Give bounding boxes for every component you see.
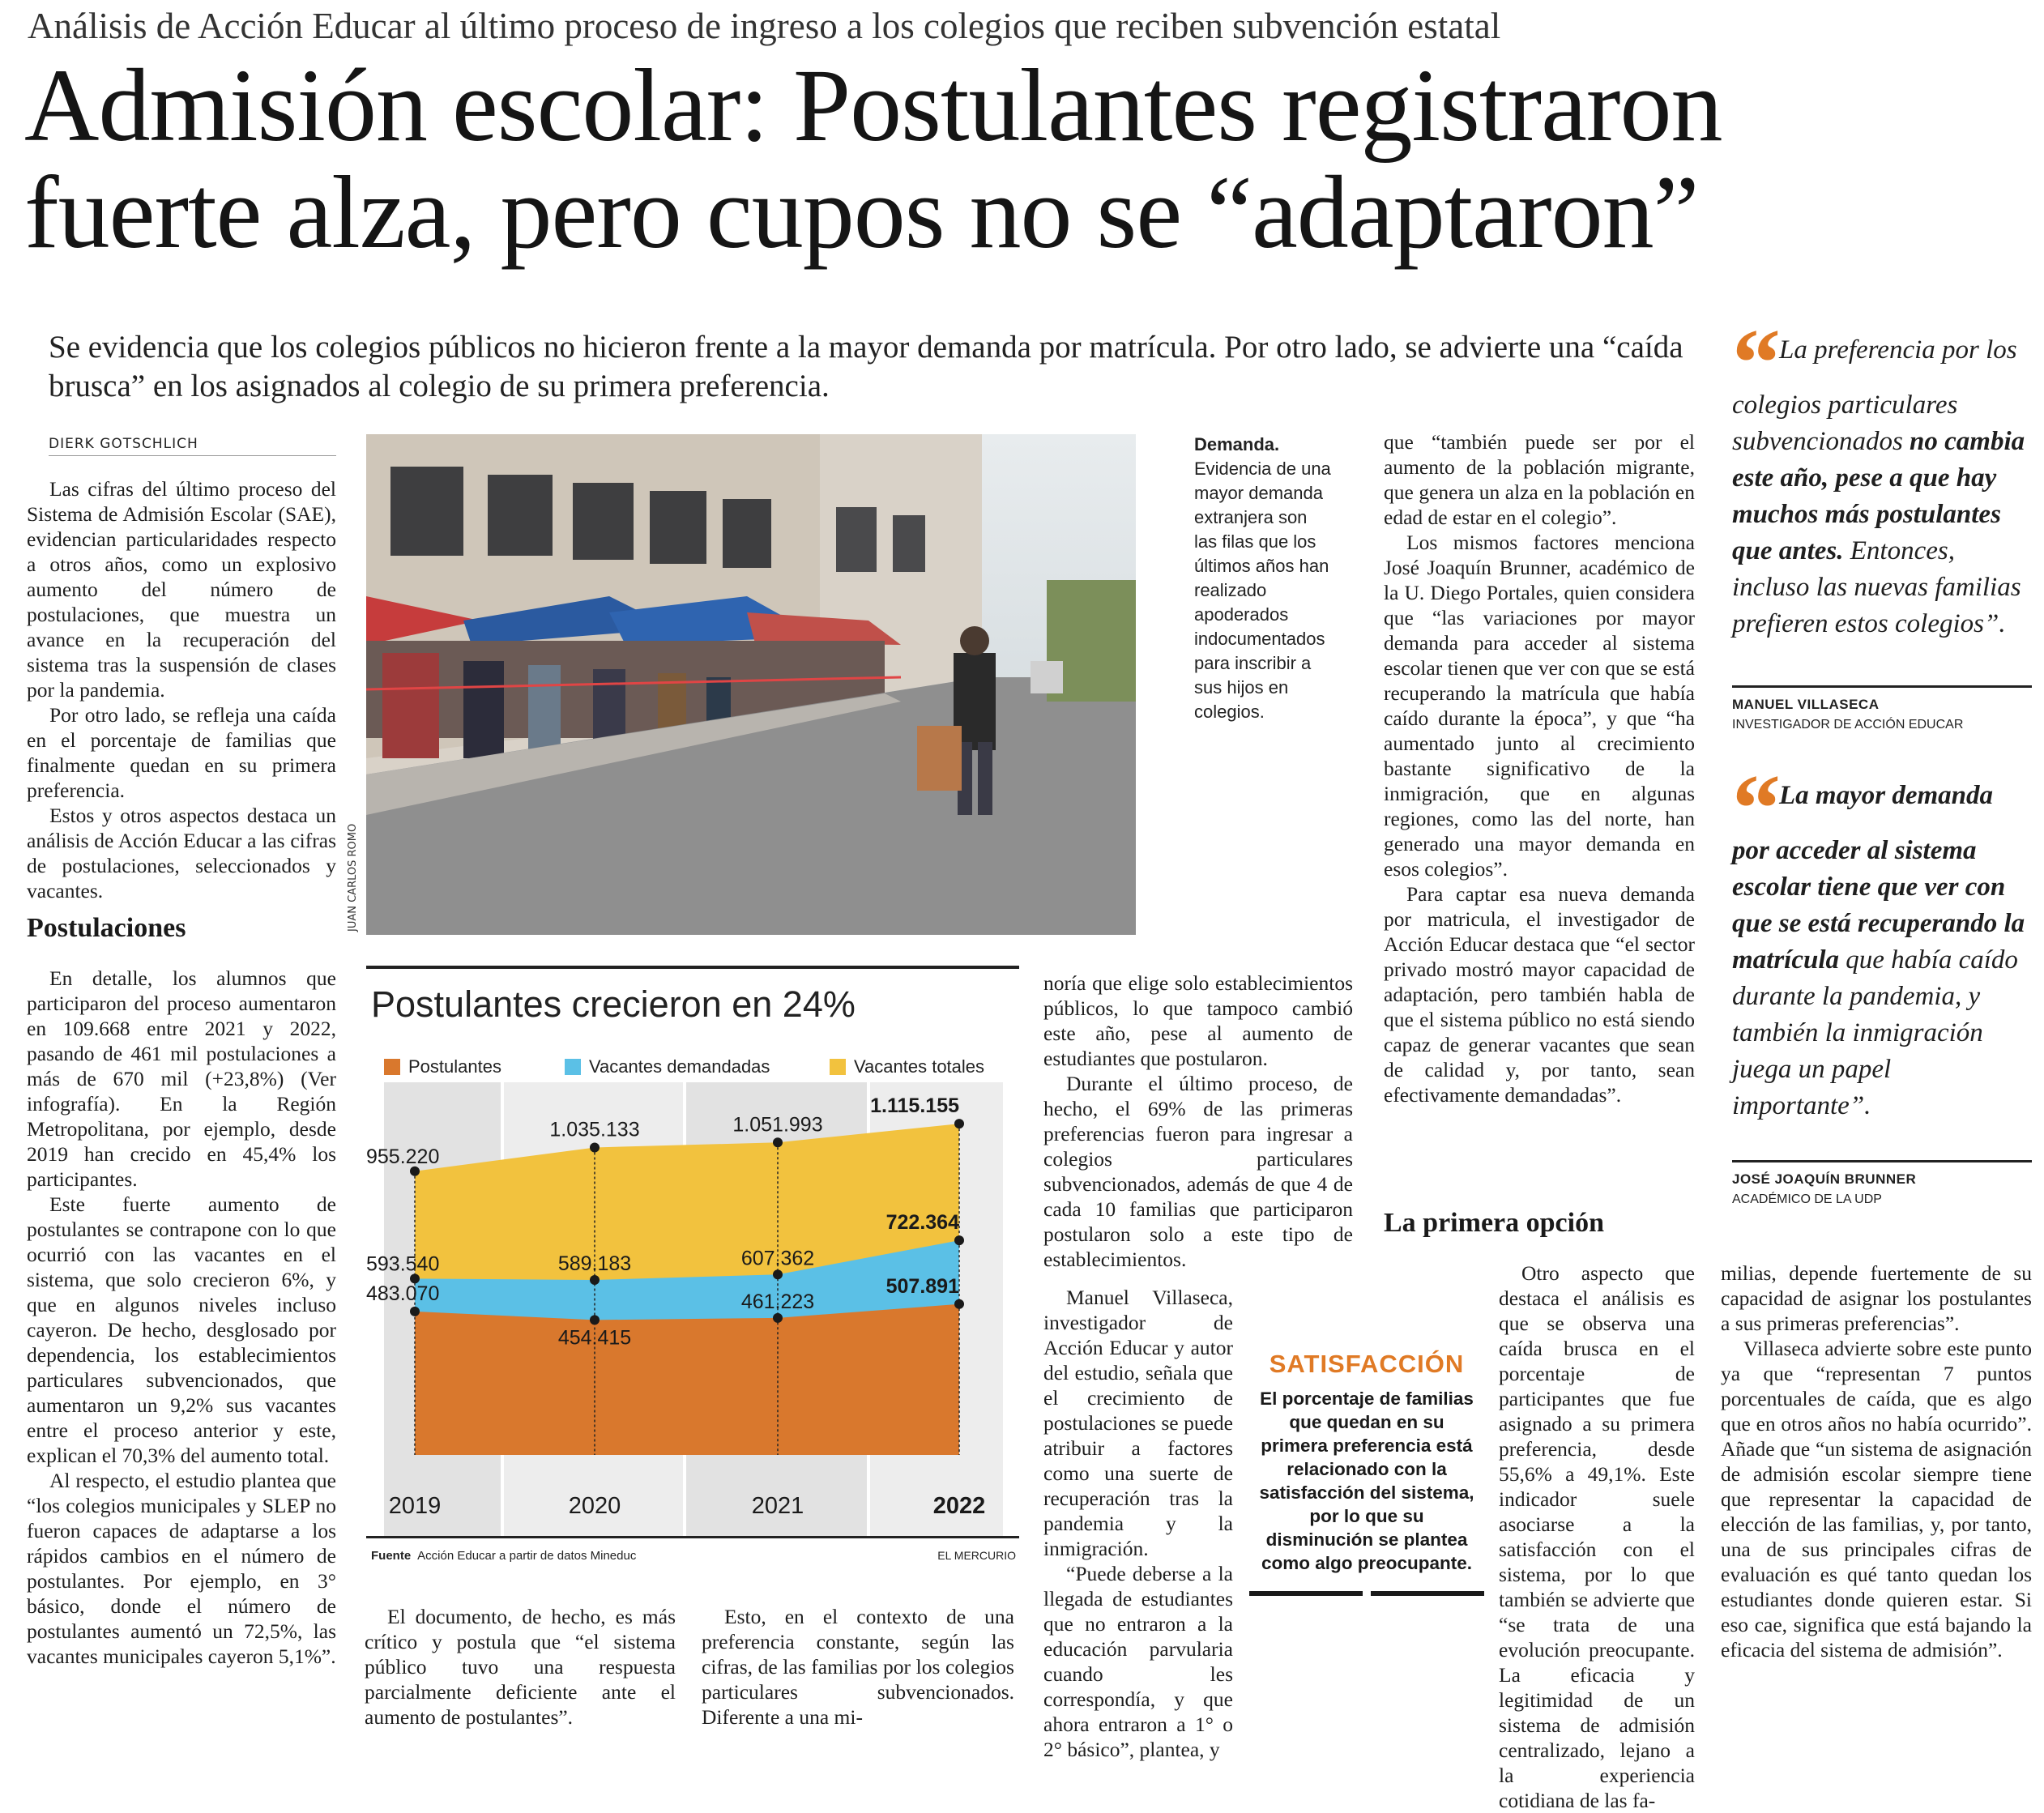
headline-line-2: fuerte alza, pero cupos no se “adaptaron” [24,155,1699,270]
dek: Se evidencia que los colegios públicos no hicieron frente a la mayor demanda por matrícula. Por otro lado, se advierte una “caída brusca” en los asignados al colegio de su primera preferencia. [49,330,1683,403]
paragraph: Estos y otros aspectos destaca un análisis de Acción Educar a las cifras de postulaciones, seleccionados y vacantes. [27,804,336,902]
kicker: Análisis de Acción Educar al último proceso de ingreso a los colegios que reciben subvención estatal [28,6,1501,46]
chart-bottom-rule [366,1536,1019,1538]
x-tick-label: 2019 [388,1493,442,1519]
quote-text: que había caído durante la pandemia, y también la inmigración juega un papel importante”. [1732,945,2018,1120]
quote-mark-icon: “ [1732,754,1773,862]
box-rule [1371,1591,1484,1596]
data-point [954,1299,964,1309]
quote-emphasis: La mayor demanda por acceder al sistema escolar tiene que ver con que se está recuperando la matrícula [1732,781,2025,975]
paragraph: Al respecto, el estudio plantea que “los colegios municipales y SLEP no fueron capaces de adaptarse a los rápidos cambios en el número de postulantes. Por ejemplo, en 3° básico, donde el número de postulantes aumentó un 72,5%, las vacantes municipales cayeron 5,1%”. [27,1469,336,1668]
satisfaction-title: SATISFACCIÓN [1269,1350,1465,1378]
chart-title: Postulantes crecieron en 24% [371,983,856,1025]
x-tick-label: 2022 [932,1493,986,1519]
data-point [773,1137,783,1147]
value-label: 607.362 [740,1247,815,1270]
data-point [590,1142,600,1152]
column-5 [1384,429,1695,1107]
legend-vacantes-totales [830,1056,984,1077]
value-label: 593.540 [366,1252,440,1276]
column-3 [702,1604,1014,1730]
legend-swatch [565,1059,581,1075]
headline [24,48,2025,270]
chart-plot [366,1082,1019,1536]
data-point [773,1313,783,1323]
photo-credit: JUAN CARLOS ROMO [347,823,359,932]
column-1-continued [27,966,336,1669]
legend-label: Postulantes [408,1056,501,1077]
photo-caption [1194,433,1332,724]
paragraph: Las cifras del último proceso del Sistema de Admisión Escolar (SAE), evidencian particularidades respecto a otros años, como un explosivo aumento del número de postulaciones, que muestra un avance en la recuperación del sistema tras la suspensión de clases por la pandemia. [27,477,336,702]
legend-swatch [384,1059,400,1075]
byline-rule [49,455,336,456]
value-label: 461.223 [740,1290,815,1313]
quote-mark-icon: “ [1732,309,1773,416]
legend-postulantes [384,1056,501,1077]
chart-source [371,1549,636,1563]
paragraph: milias, depende fuertemente de su capacidad de asignar los postulantes a sus primeras preferencias”. [1721,1261,2032,1335]
quote-rule [1732,1160,2032,1162]
data-point [590,1275,600,1285]
quote-text: La preferencia por los colegios particulares subvencionados [1732,335,2017,456]
quote-author: MANUEL VILLASECA [1732,697,1880,712]
column-6 [1721,1261,2032,1662]
legend-vacantes-demandadas [565,1056,770,1077]
paragraph: Para captar esa nueva demanda por matricula, el investigador de Acción Educar destaca que “el sector privado mostró mayor capacidad de adaptación, pero también habla de que el sistema público no está siendo capaz de generar vacantes que sean de calidad y, por tanto, sean efectivamente demandadas”. [1384,882,1695,1107]
box-rule [1249,1591,1363,1596]
quote-rule [1732,685,2032,688]
photo-illustration [366,434,1136,935]
quote-brunner [1732,754,2032,1124]
street-photo [366,434,1136,935]
caption-text: Evidencia de una mayor demanda extranjera son las filas que los últimos años han realizado apoderados indocumentados para inscribir a sus hijos en colegios. [1194,459,1331,722]
x-tick-label: 2020 [568,1493,621,1519]
satisfaction-text: El porcentaje de familias que quedan en su primera preferencia está relacionado con la satisfacción del sistema, por lo que su disminución se plantea como algo preocupante. [1259,1389,1474,1573]
infographic-chart [366,966,1019,1575]
paragraph: noría que elige solo establecimientos públicos, lo que tampoco cambió este año, pese al aumento de estudiantes que postularon. [1043,971,1353,1070]
data-point [954,1119,964,1128]
value-label: 1.051.993 [732,1113,823,1137]
column-4-narrow [1043,1285,1233,1762]
source-text: Acción Educar a partir de datos Mineduc [417,1549,637,1563]
data-point [410,1307,420,1316]
area-postulantes [415,1304,959,1455]
data-point [954,1235,964,1245]
value-label: 1.035.133 [549,1118,640,1141]
paragraph: Villaseca advierte sobre este punto ya que “representan 7 puntos porcentuales de caída, que es algo que en otros años no había ocurrido”. Añade que “un sistema de asignación de admisión escolar siempre tiene que representar la capacidad de elección de las familias, y, por tanto, una de sus principales cifras de evaluación es qué tanto quedan los estudiantes donde quieren estar. Si eso cae, significa que está bajando la eficacia del sistema de admisión”. [1721,1337,2032,1662]
quote-emphasis: no cambia este año, pese a que hay muchos más postulantes que antes. [1732,427,2025,565]
value-label: 507.891 [885,1274,959,1298]
source-label: Fuente [371,1549,412,1563]
legend-swatch [830,1059,846,1075]
paragraph: Los mismos factores menciona José Joaquín Brunner, académico de la U. Diego Portales, quien considera que “las variaciones por mayor demanda para acceder al sistema escolar tienen que ver con que se está recuperando la matrícula que había caído durante la época”, y que “ha aumentado junto al crecimiento bastante significativo de la inmigración, que en algunas regiones, como las del norte, han generado una mayor demanda en esos colegios”. [1384,531,1695,881]
quote-author-role: INVESTIGADOR DE ACCIÓN EDUCAR [1732,718,1964,732]
value-label: 955.220 [366,1145,440,1168]
value-label: 454.415 [557,1326,632,1350]
chart-brand: EL MERCURIO [937,1549,1016,1562]
data-point [773,1269,783,1279]
data-point [590,1315,600,1325]
paragraph: El documento, de hecho, es más crítico y postula que “el sistema público tuvo una respuesta parcialmente deficiente ante el aumento de postulantes”. [365,1605,676,1729]
paragraph: Este fuerte aumento de postulantes se contrapone con lo que ocurrió con las vacantes en el sistema, que solo crecieron 6%, y que en algunos niveles incluso cayeron. De hecho, desglosado por dependencia, los establecimientos particulares subvencionados, que aumentaron un 9,2% sus vacantes entre el proceso anterior y este, explican el 70,3% del aumento total. [27,1192,336,1467]
column-1 [27,476,336,903]
quote-villaseca [1732,309,2032,642]
headline-line-1: Admisión escolar: Postulantes registraron [24,48,1722,163]
x-tick-label: 2021 [751,1493,804,1519]
paragraph: que “también puede ser por el aumento de la población migrante, que genera un alza en la población en edad de estar en el colegio”. [1384,430,1695,529]
column-5-continued [1499,1261,1695,1813]
byline: DIERK GOTSCHLICH [49,436,198,452]
paragraph: Manuel Villaseca, investigador de Acción Educar y autor del estudio, señala que el crecimiento de postulaciones se puede atribuir a factores como una suerte de recuperación tras la pandemia y la inmigración. [1043,1286,1233,1560]
paragraph: Durante el último proceso, de hecho, el 69% de las primeras preferencias fueron para ingresar a colegios particulares subvencionados, además de que 4 de cada 10 familias que participaron postularon solo a este tipo de establecimientos. [1043,1072,1353,1271]
paragraph: En detalle, los alumnos que participaron del proceso aumentaron en 109.668 entre 2021 y 2022, pasando de 461 mil postulaciones a más de 670 mil (+23,8%) (Ver infografía). En la Región Metropolitana, por ejemplo, desde 2019 han crecido en 45,4% los participantes. [27,966,336,1191]
value-label: 483.070 [366,1282,440,1305]
legend-label: Vacantes totales [854,1056,985,1077]
column-4 [1043,970,1353,1272]
subhead-postulaciones: Postulaciones [27,913,186,943]
caption-lead: Demanda. [1194,434,1280,454]
quote-text: Entonces, incluso las nuevas familias prefieren estos colegios”. [1732,536,2021,638]
paragraph: “Puede deberse a la llegada de estudiantes que no entraron a la educación parvularia cuando les correspondía, y que ahora entraron a 1° o 2° básico”, plantea, y [1043,1562,1233,1761]
paragraph: Esto, en el contexto de una preferencia constante, según las cifras, de las familias por los colegios particulares subvencionados. Diferente a una mi- [702,1605,1014,1729]
value-label: 1.115.155 [870,1094,959,1118]
column-2 [365,1604,676,1730]
paragraph: Otro aspecto que destaca el análisis es que se observa una caída brusca en el porcentaje de participantes que fue asignado a su primera preferencia, desde 55,6% a 49,1%. Este indicador suele asociarse a la satisfacción con el sistema, por lo que también se advierte que “se trata de una evolución preocupante. La eficacia y legitimidad de un sistema de admisión centralizado, lejano a la experiencia cotidiana de las fa- [1499,1261,1695,1812]
subhead-primera-opcion: La primera opción [1384,1208,1604,1238]
value-label: 589.183 [557,1252,632,1275]
quote-author-role: ACADÉMICO DE LA UDP [1732,1192,1882,1206]
legend-label: Vacantes demandadas [589,1056,770,1077]
quote-author: JOSÉ JOAQUÍN BRUNNER [1732,1171,1917,1187]
paragraph: Por otro lado, se refleja una caída en el porcentaje de familias que finalmente quedan en su primera preferencia. [27,703,336,802]
satisfaction-box [1249,1342,1484,1599]
value-label: 722.364 [885,1211,959,1235]
